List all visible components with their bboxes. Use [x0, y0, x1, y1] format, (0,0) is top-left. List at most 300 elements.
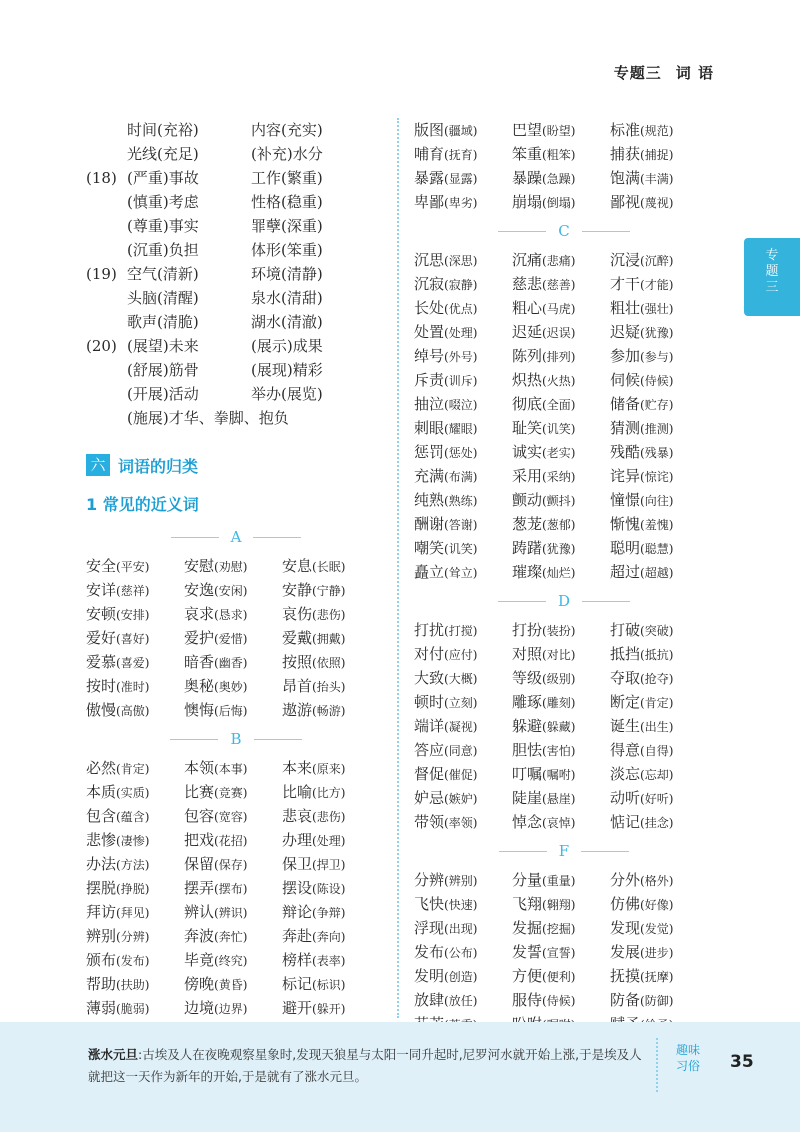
synonym: (躲藏)	[542, 720, 576, 734]
word: 安息	[282, 557, 313, 575]
word: 遨游	[282, 701, 313, 719]
synonym-pair	[610, 666, 714, 691]
synonym: (挖掘)	[542, 922, 576, 936]
word: 辨认	[184, 903, 215, 921]
word: 暗香	[184, 653, 215, 671]
word: 昂首	[282, 677, 313, 695]
synonym: (实质)	[116, 786, 150, 800]
synonym-row	[414, 762, 714, 786]
word: 鄙视	[610, 193, 641, 211]
word: 本质	[86, 783, 117, 801]
word: 边境	[184, 999, 215, 1017]
synonym: (颤抖)	[542, 494, 576, 508]
synonym-pair	[86, 804, 184, 829]
footer-divider	[656, 1038, 658, 1092]
left-column	[86, 118, 386, 1020]
synonym: (发觉)	[640, 922, 674, 936]
synonym: (优点)	[444, 302, 478, 316]
synonym-pair	[512, 142, 610, 167]
synonym-pair	[512, 892, 610, 917]
word: 端详	[414, 717, 445, 735]
example-phrase: (沉重)负担	[127, 241, 199, 259]
synonym-row	[414, 892, 714, 916]
synonym-pair	[512, 272, 610, 297]
synonym: (训斥)	[444, 374, 478, 388]
word: 酬谢	[414, 515, 445, 533]
synonym: (比方)	[312, 786, 346, 800]
example-phrase: 性格(稳重)	[251, 193, 323, 211]
synonym: (应付)	[444, 648, 478, 662]
word: 飞快	[414, 895, 445, 913]
example-phrase: (施展)才华、拳脚、抱负	[127, 409, 289, 427]
word: 雕琢	[512, 693, 543, 711]
synonym-pair	[414, 512, 512, 537]
word: 淡忘	[610, 765, 641, 783]
synonym: (粗笨)	[542, 148, 576, 162]
example-phrase: 湖水(清澈)	[251, 313, 323, 331]
synonym-pair	[414, 642, 512, 667]
synonym: (卑劣)	[444, 196, 478, 210]
synonym: (争辩)	[312, 906, 346, 920]
word: 粗心	[512, 299, 543, 317]
synonym-pair	[512, 118, 610, 143]
synonym-pair	[282, 996, 386, 1021]
synonym-row	[414, 738, 714, 762]
synonym-pair	[282, 674, 386, 699]
synonym: (花招)	[214, 834, 248, 848]
word: 伺候	[610, 371, 641, 389]
synonym: (丰满)	[640, 172, 674, 186]
synonym-pair	[512, 296, 610, 321]
synonym-pair	[610, 964, 714, 989]
synonym-pair	[184, 828, 282, 853]
synonym-row	[414, 190, 714, 214]
example-phrase: (开展)活动	[127, 385, 199, 403]
word: 安顿	[86, 605, 117, 623]
synonym: (羞愧)	[640, 518, 674, 532]
word: 诚实	[512, 443, 543, 461]
word: 璀璨	[512, 563, 543, 581]
synonym: (肯定)	[640, 696, 674, 710]
synonym: (劝慰)	[214, 560, 248, 574]
synonym: (发布)	[116, 954, 150, 968]
synonym-row	[86, 900, 386, 924]
synonym-pair	[86, 650, 184, 675]
example-number: (18)	[86, 169, 117, 187]
synonym-pair	[512, 714, 610, 739]
word: 安静	[282, 581, 313, 599]
word: 诧异	[610, 467, 641, 485]
word: 防备	[610, 991, 641, 1009]
example-row	[86, 382, 386, 406]
word: 辩论	[282, 903, 313, 921]
synonym: (安闲)	[214, 584, 248, 598]
synonym-pair	[610, 166, 714, 191]
synonym: (陈设)	[312, 882, 346, 896]
synonym: (蔑视)	[640, 196, 674, 210]
synonym: (灿烂)	[542, 566, 576, 580]
synonym-row	[414, 666, 714, 690]
synonym: (急躁)	[542, 172, 576, 186]
synonym: (催促)	[444, 768, 478, 782]
synonym-row	[414, 142, 714, 166]
synonym: (级别)	[542, 672, 576, 686]
synonym-pair	[282, 852, 386, 877]
synonym-row	[86, 996, 386, 1020]
synonym-pair	[414, 618, 512, 643]
synonym-row	[414, 964, 714, 988]
synonym-row	[414, 714, 714, 738]
synonym: (率领)	[444, 816, 478, 830]
synonym-pair	[512, 738, 610, 763]
letter-rule	[254, 739, 302, 740]
synonym: (凝视)	[444, 720, 478, 734]
synonym-pair	[414, 296, 512, 321]
synonym-pair	[282, 780, 386, 805]
synonym-pair	[610, 142, 714, 167]
word: 得意	[610, 741, 641, 759]
synonym-pair	[414, 810, 512, 835]
example-row	[86, 286, 386, 310]
word: 答应	[414, 741, 445, 759]
synonym: (翱翔)	[542, 898, 576, 912]
synonym: (沉醉)	[640, 254, 674, 268]
word: 彻底	[512, 395, 543, 413]
synonym-pair	[86, 698, 184, 723]
header-topic: 专题三	[613, 64, 662, 82]
synonym-pair	[610, 916, 714, 941]
synonym: (黄昏)	[214, 978, 248, 992]
synonym-pair	[414, 166, 512, 191]
synonym: (显露)	[444, 172, 478, 186]
synonym-pair	[512, 762, 610, 787]
synonym-pair	[86, 996, 184, 1021]
letter-heading	[86, 520, 386, 554]
synonym-pair	[610, 368, 714, 393]
synonym-pair	[610, 738, 714, 763]
example-row	[86, 334, 386, 358]
word: 残酷	[610, 443, 641, 461]
synonym-row	[86, 626, 386, 650]
word: 陈列	[512, 347, 543, 365]
word: 抽泣	[414, 395, 445, 413]
letter-rule	[171, 537, 219, 538]
synonym: (慈善)	[542, 278, 576, 292]
example-phrase: 环境(清静)	[251, 265, 323, 283]
letter-rule	[498, 231, 546, 232]
synonym-row	[414, 916, 714, 940]
synonym-pair	[512, 368, 610, 393]
synonym-pair	[512, 190, 610, 215]
word: 打扮	[512, 621, 543, 639]
synonym: (规范)	[640, 124, 674, 138]
word: 本领	[184, 759, 215, 777]
synonym-row	[414, 488, 714, 512]
synonym: (宣誓)	[542, 946, 576, 960]
synonym: (边界)	[214, 1002, 248, 1016]
synonym-row	[414, 536, 714, 560]
synonym-pair	[86, 780, 184, 805]
example-phrase: 空气(清新)	[127, 265, 199, 283]
word: 爱慕	[86, 653, 117, 671]
page-number: 35	[730, 1052, 754, 1072]
synonym: (扶助)	[116, 978, 150, 992]
example-row	[86, 358, 386, 382]
synonym: (答谢)	[444, 518, 478, 532]
synonym-pair	[610, 118, 714, 143]
synonym-groups-right	[414, 118, 714, 1036]
synonym: (参与)	[640, 350, 674, 364]
synonym: (奔向)	[312, 930, 346, 944]
word: 安详	[86, 581, 117, 599]
word: 把戏	[184, 831, 215, 849]
word: 迟疑	[610, 323, 641, 341]
word: 暴躁	[512, 169, 543, 187]
word: 哀伤	[282, 605, 313, 623]
synonym-row	[414, 940, 714, 964]
synonym-pair	[414, 536, 512, 561]
letter-rule	[499, 851, 547, 852]
word: 分辨	[414, 871, 445, 889]
example-phrase: 时间(充裕)	[127, 121, 199, 139]
synonym-row	[86, 578, 386, 602]
synonym-pair	[512, 964, 610, 989]
synonym-row	[414, 392, 714, 416]
synonym-pair	[282, 602, 386, 627]
synonym-pair	[184, 948, 282, 973]
word: 榜样	[282, 951, 313, 969]
synonym-pair	[282, 828, 386, 853]
synonym: (摆布)	[214, 882, 248, 896]
synonym: (安排)	[116, 608, 150, 622]
example-phrase: (补充)水分	[251, 145, 323, 163]
word: 辨别	[86, 927, 117, 945]
synonym-pair	[184, 698, 282, 723]
synonym-pair	[512, 248, 610, 273]
word: 沉思	[414, 251, 445, 269]
synonym-pair	[512, 666, 610, 691]
synonym-pair	[282, 876, 386, 901]
word: 包容	[184, 807, 215, 825]
synonym: (犹豫)	[640, 326, 674, 340]
synonym: (标识)	[312, 978, 346, 992]
synonym: (对比)	[542, 648, 576, 662]
word: 带领	[414, 813, 445, 831]
word: 哀求	[184, 605, 215, 623]
synonym: (抚摩)	[640, 970, 674, 984]
synonym-pair	[414, 868, 512, 893]
word: 断定	[610, 693, 641, 711]
synonym-row	[414, 560, 714, 584]
synonym-pair	[86, 674, 184, 699]
synonym: (深思)	[444, 254, 478, 268]
word: 安逸	[184, 581, 215, 599]
word: 傍晚	[184, 975, 215, 993]
word: 对照	[512, 645, 543, 663]
word: 方便	[512, 967, 543, 985]
word: 沉浸	[610, 251, 641, 269]
letter-heading	[414, 214, 714, 248]
word: 版图	[414, 121, 445, 139]
word: 长处	[414, 299, 445, 317]
synonym: (宽容)	[214, 810, 248, 824]
word: 本来	[282, 759, 313, 777]
synonym: (疆域)	[444, 124, 478, 138]
synonym: (挣脱)	[116, 882, 150, 896]
synonym-pair	[512, 536, 610, 561]
letter-label: A	[230, 528, 242, 546]
footer-note-title: 涨水元旦	[88, 1047, 139, 1062]
word: 猜测	[610, 419, 641, 437]
synonym-pair	[86, 948, 184, 973]
synonym-pair	[610, 714, 714, 739]
footer-category-tag: 趣味 习俗	[675, 1043, 700, 1073]
header-subject: 词 语	[675, 64, 714, 82]
word: 薄弱	[86, 999, 117, 1017]
letter-rule	[581, 851, 629, 852]
synonym-row	[86, 756, 386, 780]
word: 憧憬	[610, 491, 641, 509]
synonym-pair	[610, 560, 714, 585]
synonym-pair	[184, 780, 282, 805]
section-number-badge: 六	[86, 454, 110, 476]
synonym: (讥笑)	[542, 422, 576, 436]
synonym-pair	[414, 368, 512, 393]
word: 超过	[610, 563, 641, 581]
word: 发现	[610, 919, 641, 937]
subsection-title: 1 常见的近义词	[86, 495, 199, 514]
synonym-pair	[610, 392, 714, 417]
synonym-row	[86, 924, 386, 948]
synonym: (奥妙)	[214, 680, 248, 694]
synonym-pair	[610, 762, 714, 787]
word: 放肆	[414, 991, 445, 1009]
synonym: (超越)	[640, 566, 674, 580]
synonym-row	[414, 296, 714, 320]
word: 参加	[610, 347, 641, 365]
synonym: (幽香)	[214, 656, 248, 670]
synonym-pair	[414, 666, 512, 691]
synonym: (嫉妒)	[444, 792, 478, 806]
word: 保留	[184, 855, 215, 873]
synonym-pair	[282, 900, 386, 925]
word: 粗壮	[610, 299, 641, 317]
synonym-pair	[414, 762, 512, 787]
synonym-pair	[512, 344, 610, 369]
example-phrase: 泉水(清甜)	[251, 289, 323, 307]
synonym: (表率)	[312, 954, 346, 968]
word: 摆脱	[86, 879, 117, 897]
synonym: (哀悼)	[542, 816, 576, 830]
example-row	[86, 142, 386, 166]
synonym-pair	[414, 440, 512, 465]
word: 葱茏	[512, 515, 543, 533]
example-phrase: 体形(笨重)	[251, 241, 323, 259]
word: 安全	[86, 557, 117, 575]
synonym: (便利)	[542, 970, 576, 984]
word: 毕竟	[184, 951, 215, 969]
word: 发掘	[512, 919, 543, 937]
synonym-pair	[610, 786, 714, 811]
synonym-pair	[414, 560, 512, 585]
word: 储备	[610, 395, 641, 413]
synonym-pair	[512, 560, 610, 585]
synonym: (畅游)	[312, 704, 346, 718]
synonym: (蕴含)	[116, 810, 150, 824]
synonym: (布满)	[444, 470, 478, 484]
synonym-pair	[610, 248, 714, 273]
synonym: (捕捉)	[640, 148, 674, 162]
synonym-row	[86, 554, 386, 578]
example-list	[86, 118, 386, 430]
letter-label: B	[230, 730, 242, 748]
word: 办法	[86, 855, 117, 873]
word: 奔赴	[282, 927, 313, 945]
synonym: (依照)	[312, 656, 346, 670]
synonym: (向往)	[640, 494, 674, 508]
synonym: (慈祥)	[116, 584, 150, 598]
word: 崩塌	[512, 193, 543, 211]
synonym-pair	[86, 924, 184, 949]
synonym: (嘱咐)	[542, 768, 576, 782]
synonym-pair	[282, 972, 386, 997]
word: 飞翔	[512, 895, 543, 913]
letter-rule	[253, 537, 301, 538]
synonym-pair	[512, 416, 610, 441]
synonym: (讥笑)	[444, 542, 478, 556]
word: 矗立	[414, 563, 445, 581]
synonym: (重量)	[542, 874, 576, 888]
word: 悲哀	[282, 807, 313, 825]
example-phrase: 内容(充实)	[251, 121, 323, 139]
synonym-pair	[610, 416, 714, 441]
word: 避开	[282, 999, 313, 1017]
synonym-pair	[414, 738, 512, 763]
synonym-row	[414, 166, 714, 190]
example-number: (19)	[86, 265, 117, 283]
synonym-pair	[86, 756, 184, 781]
synonym: (盼望)	[542, 124, 576, 138]
synonym: (准时)	[116, 680, 150, 694]
synonym: (忘却)	[640, 768, 674, 782]
word: 惦记	[610, 813, 641, 831]
synonym-row	[414, 320, 714, 344]
synonym: (残暴)	[640, 446, 674, 460]
word: 爱好	[86, 629, 117, 647]
synonym: (同意)	[444, 744, 478, 758]
word: 抚摸	[610, 967, 641, 985]
synonym: (熟练)	[444, 494, 478, 508]
synonym: (贮存)	[640, 398, 674, 412]
example-phrase: 光线(充足)	[127, 145, 199, 163]
synonym-row	[414, 618, 714, 642]
synonym: (惩处)	[444, 446, 478, 460]
word: 悼念	[512, 813, 543, 831]
synonym: (悲伤)	[312, 810, 346, 824]
word: 惭愧	[610, 515, 641, 533]
synonym: (采纳)	[542, 470, 576, 484]
synonym-pair	[184, 554, 282, 579]
synonym: (肯定)	[116, 762, 150, 776]
letter-heading	[414, 834, 714, 868]
word: 聪明	[610, 539, 641, 557]
synonym-pair	[512, 690, 610, 715]
synonym: (进步)	[640, 946, 674, 960]
letter-label: C	[558, 222, 570, 240]
synonym: (抢夺)	[640, 672, 674, 686]
example-phrase: (展现)精彩	[251, 361, 323, 379]
synonym-pair	[184, 756, 282, 781]
